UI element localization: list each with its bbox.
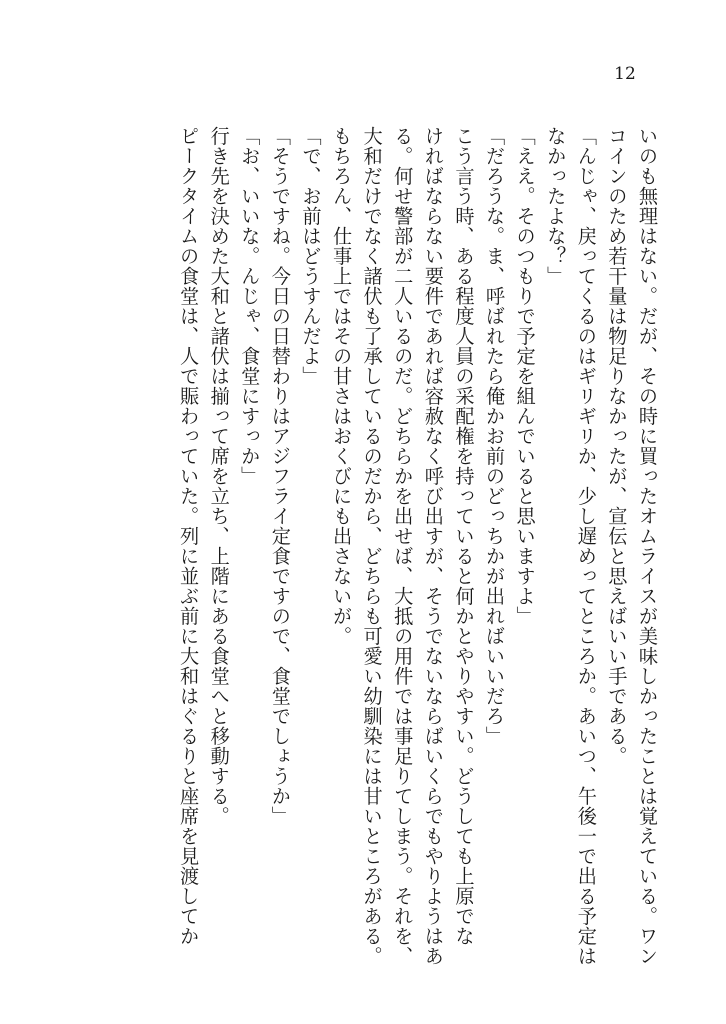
text-line: なかったよな？」 bbox=[544, 126, 568, 286]
text-line: 大和だけでなく諸伏も了承しているのだから、どちらも可愛い幼馴染には甘いところがある。 bbox=[360, 126, 384, 966]
text-line: ピークタイムの食堂は、人で賑わっていた。列に並ぶ前に大和はぐるりと座席を見渡してか bbox=[177, 126, 201, 946]
text-line: いのも無理はない。だが、その時に買ったオムライスが美味しかったことは覚えている。ワン bbox=[636, 126, 659, 966]
text-line: る。何せ警部が二人いるのだ。どちらかを出せば、大抵の用件では事足りてしまう。それを、 bbox=[391, 126, 415, 966]
page-number: 12 bbox=[614, 64, 636, 84]
text-line: 「そうですね。今日の日替わりはアジフライ定食ですので、食堂でしょうか」 bbox=[268, 126, 292, 826]
text-line: 「お、いいな。んじゃ、食堂にすっか」 bbox=[238, 126, 262, 486]
text-line: もちろん、仕事上ではその甘さはおくびにも出さないが。 bbox=[330, 126, 354, 646]
text-line: 行き先を決めた大和と諸伏は揃って席を立ち、上階にある食堂へと移動する。 bbox=[207, 126, 231, 826]
text-line: ければならない要件であれば容赦なく呼び出すが、そうでないならばいくらでもやりようはあ bbox=[421, 126, 445, 966]
text-line: こう言う時、ある程度人員の采配権を持っていると何かとやりやすい。どうしても上原でな bbox=[452, 126, 476, 946]
text-line: 「んじゃ、戻ってくるのはギリギリか、少し遅めってところか。あいつ、午後一で出る予定は bbox=[574, 126, 598, 966]
text-line: 「で、お前はどうすんだよ」 bbox=[299, 126, 323, 386]
vertical-text-body bbox=[173, 126, 663, 966]
text-line: 「ええ。そのつもりで予定を組んでいると思いますよ」 bbox=[513, 126, 537, 626]
text-line: 「だろうな。ま、呼ばれたら俺かお前のどっちかが出ればいいだろ」 bbox=[483, 126, 507, 746]
text-line: コインのため若干量は物足りなかったが、宣伝と思えばいい手である。 bbox=[605, 126, 629, 766]
